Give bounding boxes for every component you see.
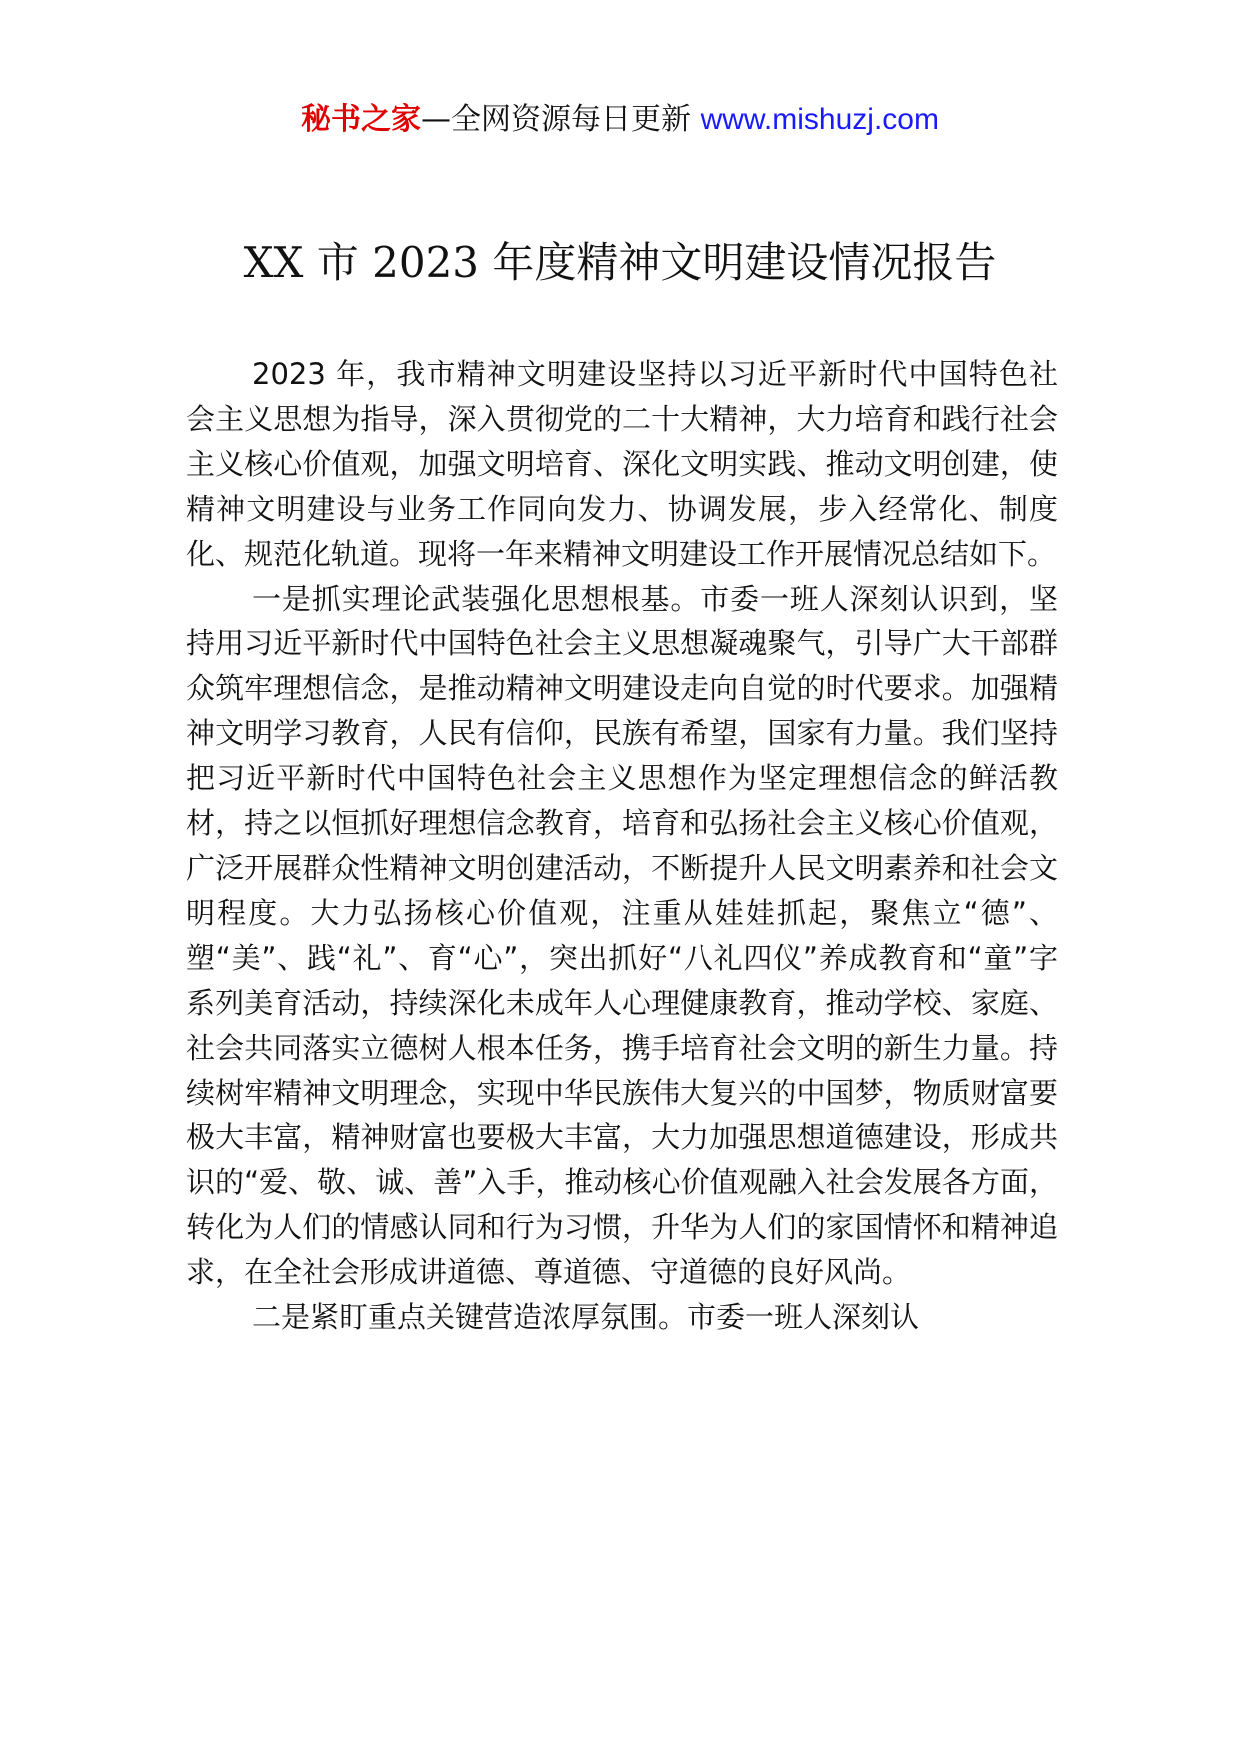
- site-header: [0, 100, 1240, 140]
- paragraph-section-2: 二是紧盯重点关键营造浓厚氛围。市委一班人深刻认: [252, 1300, 920, 1335]
- site-tagline: —全网资源每日更新: [421, 102, 701, 137]
- document-title: XX 市 2023 年度精神文明建设情况报告: [243, 238, 997, 287]
- paragraph-section-1: 一是抓实理论武装强化思想根基。市委一班人深刻认识到，坚持用习近平新时代中国特色社会主义思想凝魂聚气，引导广大干部群众筑牢理想信念，是推动精神文明建设走向自觉的时代要求。加强精神文明学习教育，人民有信仰，民族有希望，国家有力量。我们坚持把习近平新时代中国特色社会主义思想作为坚定理想信念的鲜活教材，持之以恒抓好理想信念教育，培育和弘扬社会主义核心价值观，广泛开展群众性精神文明创建活动，不断提升人民文明素养和社会文明程度。大力弘扬核心价值观，注重从娃娃抓起，聚焦立“德”、塑“美”、践“礼”、育“心”，突出抓好“八礼四仪”养成教育和“童”字系列美育活动，持续深化未成年人心理健康教育，推动学校、家庭、社会共同落实立德树人根本任务，携手培育社会文明的新生力量。持续树牢精神文明理念，实现中华民族伟大复兴的中国梦，物质财富要极大丰富，精神财富也要极大丰富，大力加强思想道德建设，形成共识的“爱、敬、诚、善”入手，推动核心价值观融入社会发展各方面，转化为人们的情感认同和行为习惯，升华为人们的家国情怀和精神追求，在全社会形成讲道德、尊道德、守道德的良好风尚。: [186, 581, 1058, 1290]
- site-url-link[interactable]: www.mishuzj.com: [700, 103, 939, 136]
- site-brand: 秘书之家: [301, 102, 422, 137]
- paragraph-intro: 2023 年，我市精神文明建设坚持以习近平新时代中国特色社会主义思想为指导，深入贯彻党的二十大精神，大力培育和践行社会主义核心价值观，加强文明培育、深化文明实践、推动文明创建，使精神文明建设与业务工作同向发力、协调发展，步入经常化、制度化、规范化轨道。现将一年来精神文明建设工作开展情况总结如下。: [186, 357, 1058, 571]
- document-body: [186, 352, 1058, 1340]
